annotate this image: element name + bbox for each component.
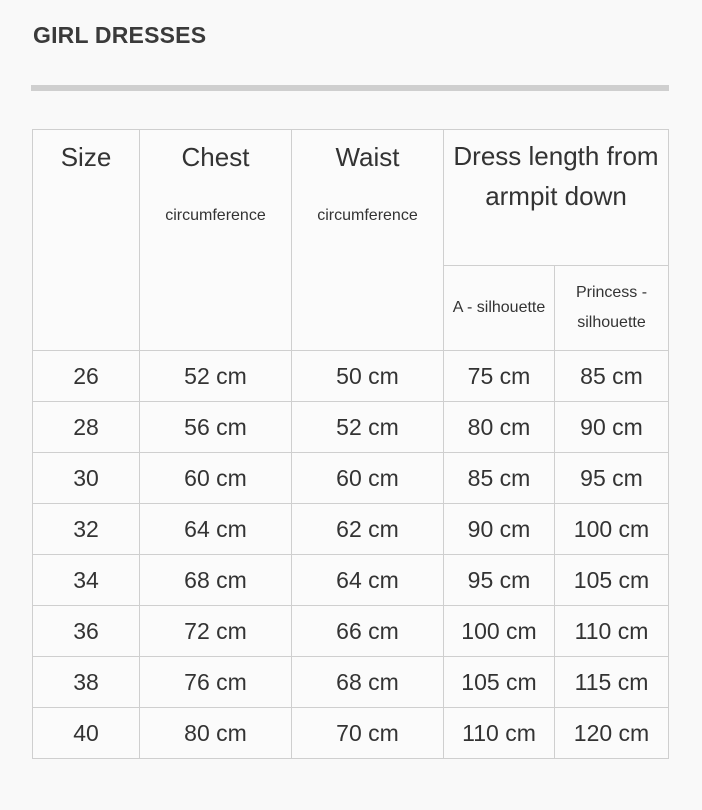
cell-size: 28 xyxy=(33,402,140,453)
cell-a: 85 cm xyxy=(444,453,555,504)
table-row xyxy=(33,708,669,759)
cell-size: 36 xyxy=(33,606,140,657)
cell-a: 105 cm xyxy=(444,657,555,708)
header-size xyxy=(33,130,140,351)
table-row xyxy=(33,504,669,555)
cell-waist: 68 cm xyxy=(292,657,444,708)
header-dress-length xyxy=(444,130,669,266)
table-row xyxy=(33,657,669,708)
table-row xyxy=(33,606,669,657)
header-chest xyxy=(140,130,292,351)
cell-princess: 115 cm xyxy=(555,657,669,708)
cell-princess: 105 cm xyxy=(555,555,669,606)
table-header-row xyxy=(33,130,669,266)
cell-size: 32 xyxy=(33,504,140,555)
cell-waist: 66 cm xyxy=(292,606,444,657)
cell-a: 90 cm xyxy=(444,504,555,555)
page-title: GIRL DRESSES xyxy=(33,22,207,48)
header-chest-label: Chest xyxy=(181,142,250,172)
table-row xyxy=(33,402,669,453)
header-size-label: Size xyxy=(60,142,112,172)
cell-waist: 60 cm xyxy=(292,453,444,504)
cell-chest: 56 cm xyxy=(140,402,292,453)
cell-princess: 100 cm xyxy=(555,504,669,555)
cell-princess: 95 cm xyxy=(555,453,669,504)
cell-size: 40 xyxy=(33,708,140,759)
cell-size: 38 xyxy=(33,657,140,708)
cell-princess: 110 cm xyxy=(555,606,669,657)
cell-waist: 52 cm xyxy=(292,402,444,453)
cell-a: 95 cm xyxy=(444,555,555,606)
header-chest-sublabel: circumference xyxy=(165,207,266,224)
cell-chest: 80 cm xyxy=(140,708,292,759)
cell-princess: 120 cm xyxy=(555,708,669,759)
table-row xyxy=(33,555,669,606)
cell-waist: 64 cm xyxy=(292,555,444,606)
header-a-silhouette: A - silhouette xyxy=(444,266,555,351)
cell-waist: 50 cm xyxy=(292,351,444,402)
cell-princess: 85 cm xyxy=(555,351,669,402)
cell-chest: 76 cm xyxy=(140,657,292,708)
table-row xyxy=(33,351,669,402)
cell-chest: 72 cm xyxy=(140,606,292,657)
cell-a: 75 cm xyxy=(444,351,555,402)
cell-size: 30 xyxy=(33,453,140,504)
size-rows xyxy=(33,351,669,759)
cell-chest: 60 cm xyxy=(140,453,292,504)
header-waist-label: Waist xyxy=(335,142,400,172)
cell-size: 34 xyxy=(33,555,140,606)
cell-chest: 68 cm xyxy=(140,555,292,606)
header-princess-silhouette: Princess - silhouette xyxy=(555,266,669,351)
cell-waist: 70 cm xyxy=(292,708,444,759)
header-waist-sublabel: circumference xyxy=(317,207,418,224)
cell-a: 80 cm xyxy=(444,402,555,453)
cell-size: 26 xyxy=(33,351,140,402)
cell-a: 110 cm xyxy=(444,708,555,759)
cell-waist: 62 cm xyxy=(292,504,444,555)
header-waist xyxy=(292,130,444,351)
header-dress-length-label: Dress length from armpit down xyxy=(453,141,659,211)
cell-chest: 52 cm xyxy=(140,351,292,402)
size-chart-table xyxy=(32,129,669,759)
cell-a: 100 cm xyxy=(444,606,555,657)
cell-princess: 90 cm xyxy=(555,402,669,453)
table-row xyxy=(33,453,669,504)
title-divider xyxy=(31,85,669,91)
cell-chest: 64 cm xyxy=(140,504,292,555)
